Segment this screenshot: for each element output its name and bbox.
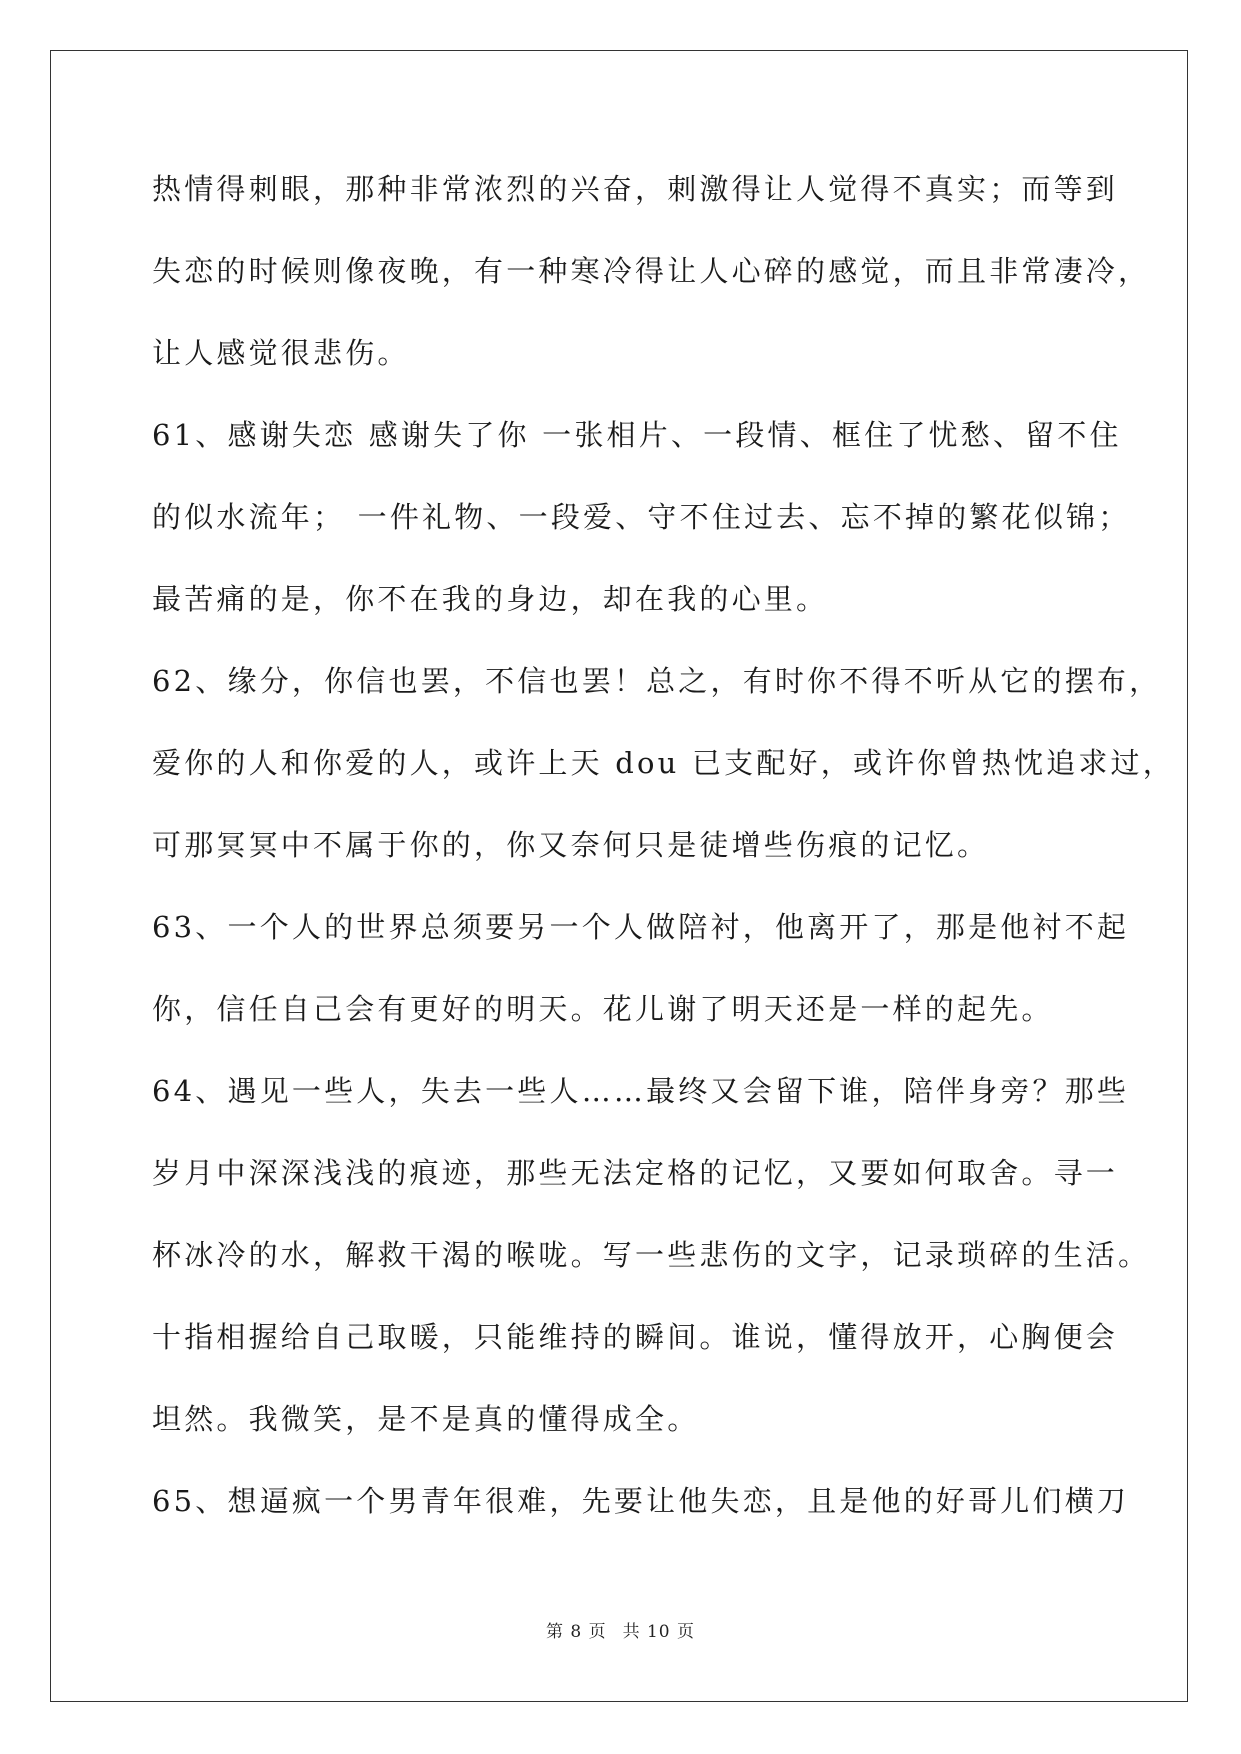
text-line: 失恋的时候则像夜晚，有一种寒冷得让人心碎的感觉，而且非常凄冷，: [152, 254, 1151, 288]
text-line: 可那冥冥中不属于你的，你又奈何只是徒增些伤痕的记忆。: [152, 828, 990, 862]
text-line: 的似水流年； 一件礼物、一段爱、守不住过去、忘不掉的繁花似锦；: [152, 500, 1131, 534]
page-number: 第 8 页: [545, 1622, 607, 1642]
text-line: 十指相握给自己取暖，只能维持的瞬间。谁说，懂得放开，心胸便会: [152, 1320, 1119, 1354]
text-line: 最苦痛的是，你不在我的身边，却在我的心里。: [152, 582, 829, 616]
text-line: 63、一个人的世界总须要另一个人做陪衬，他离开了，那是他衬不起: [152, 910, 1130, 944]
text-line: 杯冰冷的水，解救干渴的喉咙。写一些悲伤的文字，记录琐碎的生活。: [152, 1238, 1151, 1272]
text-line: 64、遇见一些人，失去一些人……最终又会留下谁，陪伴身旁？那些: [152, 1074, 1130, 1108]
text-line: 让人感觉很悲伤。: [152, 336, 410, 370]
text-line: 热情得刺眼，那种非常浓烈的兴奋，刺激得让人觉得不真实；而等到: [152, 172, 1119, 206]
page-footer: [0, 1617, 1241, 1642]
text-line: 65、想逼疯一个男青年很难，先要让他失恋，且是他的好哥儿们横刀: [152, 1484, 1130, 1518]
page-total: 共 10 页: [622, 1622, 696, 1642]
text-line: 爱你的人和你爱的人，或许上天 dou 已支配好，或许你曾热忱追求过，: [152, 746, 1175, 780]
text-line: 岁月中深深浅浅的痕迹，那些无法定格的记忆，又要如何取舍。寻一: [152, 1156, 1119, 1190]
text-line: 61、感谢失恋 感谢失了你 一张相片、一段情、框住了忧愁、留不住: [152, 418, 1122, 452]
document-body: [152, 158, 1175, 1552]
text-line: 坦然。我微笑，是不是真的懂得成全。: [152, 1402, 700, 1436]
text-line: 你，信任自己会有更好的明天。花儿谢了明天还是一样的起先。: [152, 992, 1054, 1026]
text-line: 62、缘分，你信也罢，不信也罢！总之，有时你不得不听从它的摆布，: [152, 664, 1162, 698]
